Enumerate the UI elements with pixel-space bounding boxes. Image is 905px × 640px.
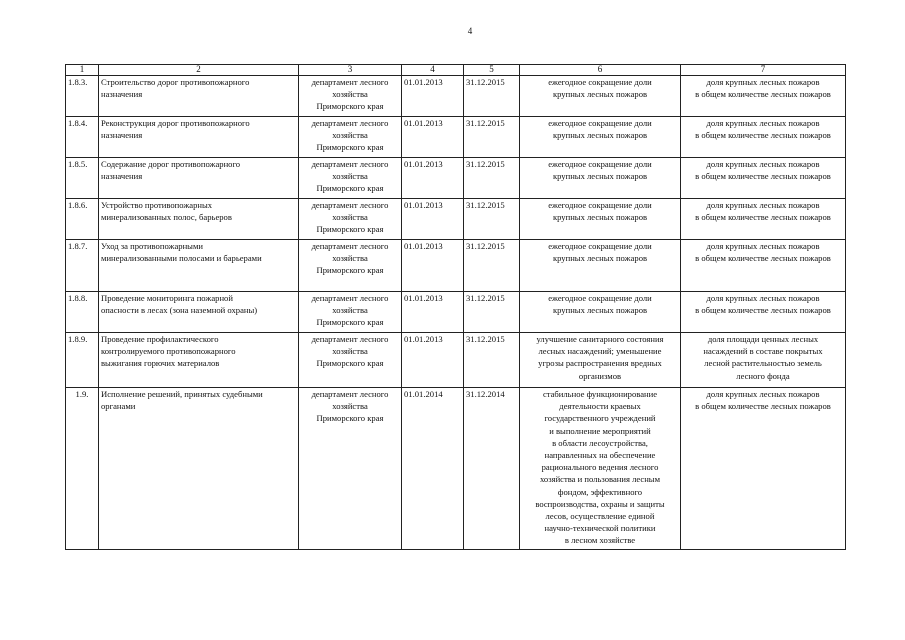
end-date: 31.12.2015 — [464, 117, 520, 158]
table-row — [66, 292, 846, 333]
row-number: 1.8.4. — [66, 117, 99, 158]
end-date: 31.12.2015 — [464, 333, 520, 388]
expected-result: ежегодное сокращение доли крупных лесных пожаров — [520, 76, 681, 117]
table-row — [66, 333, 846, 388]
measure-name: Проведение мониторинга пожарной опасности в лесах (зона наземной охраны) — [99, 292, 299, 333]
expected-result: стабильное функционирование деятельности краевых государственного учреждений и выполнение мероприятий в области лесоустройства, направленных на обеспечение рационального ведения лесного хозяйства и пользования лесным фондом, эффективного воспроизводства, охраны и защиты лесов, осуществление единой научно-технической политики в лесном хозяйстве — [520, 388, 681, 550]
executor: департамент лесного хозяйства Приморского края — [299, 333, 402, 388]
indicator: доля крупных лесных пожаров в общем количестве лесных пожаров — [681, 158, 846, 199]
indicator: доля крупных лесных пожаров в общем количестве лесных пожаров — [681, 117, 846, 158]
executor: департамент лесного хозяйства Приморского края — [299, 117, 402, 158]
measure-name: Строительство дорог противопожарного назначения — [99, 76, 299, 117]
end-date: 31.12.2015 — [464, 199, 520, 240]
row-number: 1.8.5. — [66, 158, 99, 199]
executor: департамент лесного хозяйства Приморского края — [299, 199, 402, 240]
row-number: 1.8.9. — [66, 333, 99, 388]
table-row — [66, 158, 846, 199]
start-date: 01.01.2013 — [402, 76, 464, 117]
start-date: 01.01.2013 — [402, 292, 464, 333]
end-date: 31.12.2015 — [464, 240, 520, 292]
indicator: доля крупных лесных пожаров в общем количестве лесных пожаров — [681, 388, 846, 550]
executor: департамент лесного хозяйства Приморского края — [299, 292, 402, 333]
indicator: доля крупных лесных пожаров в общем количестве лесных пожаров — [681, 199, 846, 240]
column-header-6: 6 — [520, 65, 681, 76]
table-row — [66, 240, 846, 292]
expected-result: ежегодное сокращение доли крупных лесных пожаров — [520, 199, 681, 240]
column-header-5: 5 — [464, 65, 520, 76]
start-date: 01.01.2014 — [402, 388, 464, 550]
indicator: доля крупных лесных пожаров в общем количестве лесных пожаров — [681, 76, 846, 117]
measure-name: Исполнение решений, принятых судебными органами — [99, 388, 299, 550]
executor: департамент лесного хозяйства Приморского края — [299, 158, 402, 199]
measure-name: Устройство противопожарных минерализованных полос, барьеров — [99, 199, 299, 240]
end-date: 31.12.2015 — [464, 292, 520, 333]
column-header-2: 2 — [99, 65, 299, 76]
table-row — [66, 76, 846, 117]
header-row — [66, 65, 846, 76]
start-date: 01.01.2013 — [402, 158, 464, 199]
table-row — [66, 117, 846, 158]
end-date: 31.12.2014 — [464, 388, 520, 550]
executor: департамент лесного хозяйства Приморского края — [299, 388, 402, 550]
start-date: 01.01.2013 — [402, 117, 464, 158]
measure-name: Проведение профилактического контролируемого противопожарного выжигания горючих материалов — [99, 333, 299, 388]
expected-result: ежегодное сокращение доли крупных лесных пожаров — [520, 292, 681, 333]
program-measures-table — [65, 64, 846, 550]
column-header-3: 3 — [299, 65, 402, 76]
expected-result: ежегодное сокращение доли крупных лесных пожаров — [520, 158, 681, 199]
executor: департамент лесного хозяйства Приморского края — [299, 240, 402, 292]
expected-result: ежегодное сокращение доли крупных лесных пожаров — [520, 240, 681, 292]
indicator: доля крупных лесных пожаров в общем количестве лесных пожаров — [681, 292, 846, 333]
row-number: 1.8.8. — [66, 292, 99, 333]
row-number: 1.8.7. — [66, 240, 99, 292]
measure-name: Уход за противопожарными минерализованными полосами и барьерами — [99, 240, 299, 292]
row-number: 1.8.6. — [66, 199, 99, 240]
column-header-7: 7 — [681, 65, 846, 76]
column-header-1: 1 — [66, 65, 99, 76]
indicator: доля площади ценных лесных насаждений в составе покрытых лесной растительностью земель лесного фонда — [681, 333, 846, 388]
end-date: 31.12.2015 — [464, 158, 520, 199]
measure-name: Содержание дорог противопожарного назначения — [99, 158, 299, 199]
row-number: 1.9. — [66, 388, 99, 550]
indicator: доля крупных лесных пожаров в общем количестве лесных пожаров — [681, 240, 846, 292]
expected-result: ежегодное сокращение доли крупных лесных пожаров — [520, 117, 681, 158]
end-date: 31.12.2015 — [464, 76, 520, 117]
page-number: 4 — [467, 26, 473, 36]
executor: департамент лесного хозяйства Приморского края — [299, 76, 402, 117]
start-date: 01.01.2013 — [402, 240, 464, 292]
measure-name: Реконструкция дорог противопожарного назначения — [99, 117, 299, 158]
column-header-4: 4 — [402, 65, 464, 76]
table-row — [66, 199, 846, 240]
table-row — [66, 388, 846, 550]
row-number: 1.8.3. — [66, 76, 99, 117]
start-date: 01.01.2013 — [402, 333, 464, 388]
start-date: 01.01.2013 — [402, 199, 464, 240]
expected-result: улучшение санитарного состояния лесных насаждений; уменьшение угрозы распространения вредных организмов — [520, 333, 681, 388]
